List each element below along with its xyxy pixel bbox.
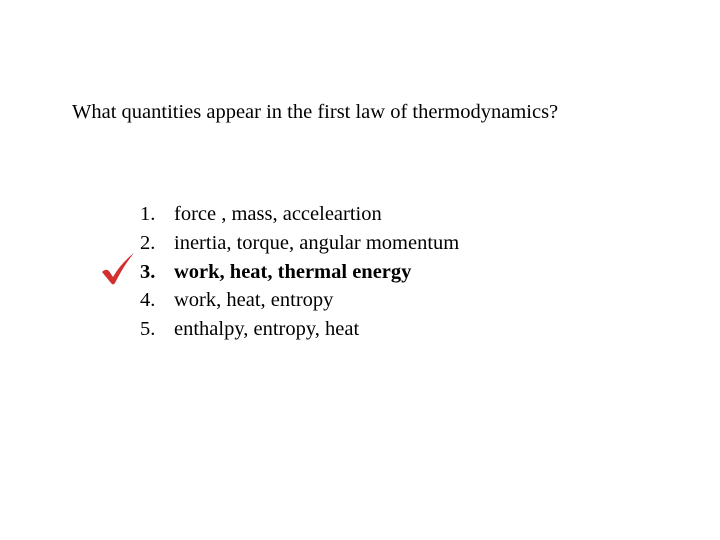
checkmark-icon: [100, 251, 136, 287]
option-text: enthalpy, entropy, heat: [174, 318, 360, 341]
answer-option-1[interactable]: [140, 200, 459, 229]
option-number: 4.: [140, 289, 156, 312]
answer-option-3[interactable]: [140, 258, 459, 287]
answer-option-2[interactable]: [140, 229, 459, 258]
option-number: 5.: [140, 318, 156, 341]
option-number: 3.: [140, 260, 156, 283]
option-number: 2.: [140, 231, 156, 254]
answer-list: [140, 200, 459, 344]
option-text: force , mass, acceleartion: [174, 203, 382, 225]
answer-option-5[interactable]: [140, 315, 459, 344]
option-text: work, heat, entropy: [174, 289, 334, 312]
question-text: What quantities appear in the first law of thermodynamics?: [72, 101, 559, 123]
option-text: inertia, torque, angular momentum: [174, 231, 460, 254]
option-text: work, heat, thermal energy: [174, 260, 412, 283]
option-number: 1.: [140, 203, 156, 225]
answer-option-4[interactable]: [140, 286, 459, 315]
